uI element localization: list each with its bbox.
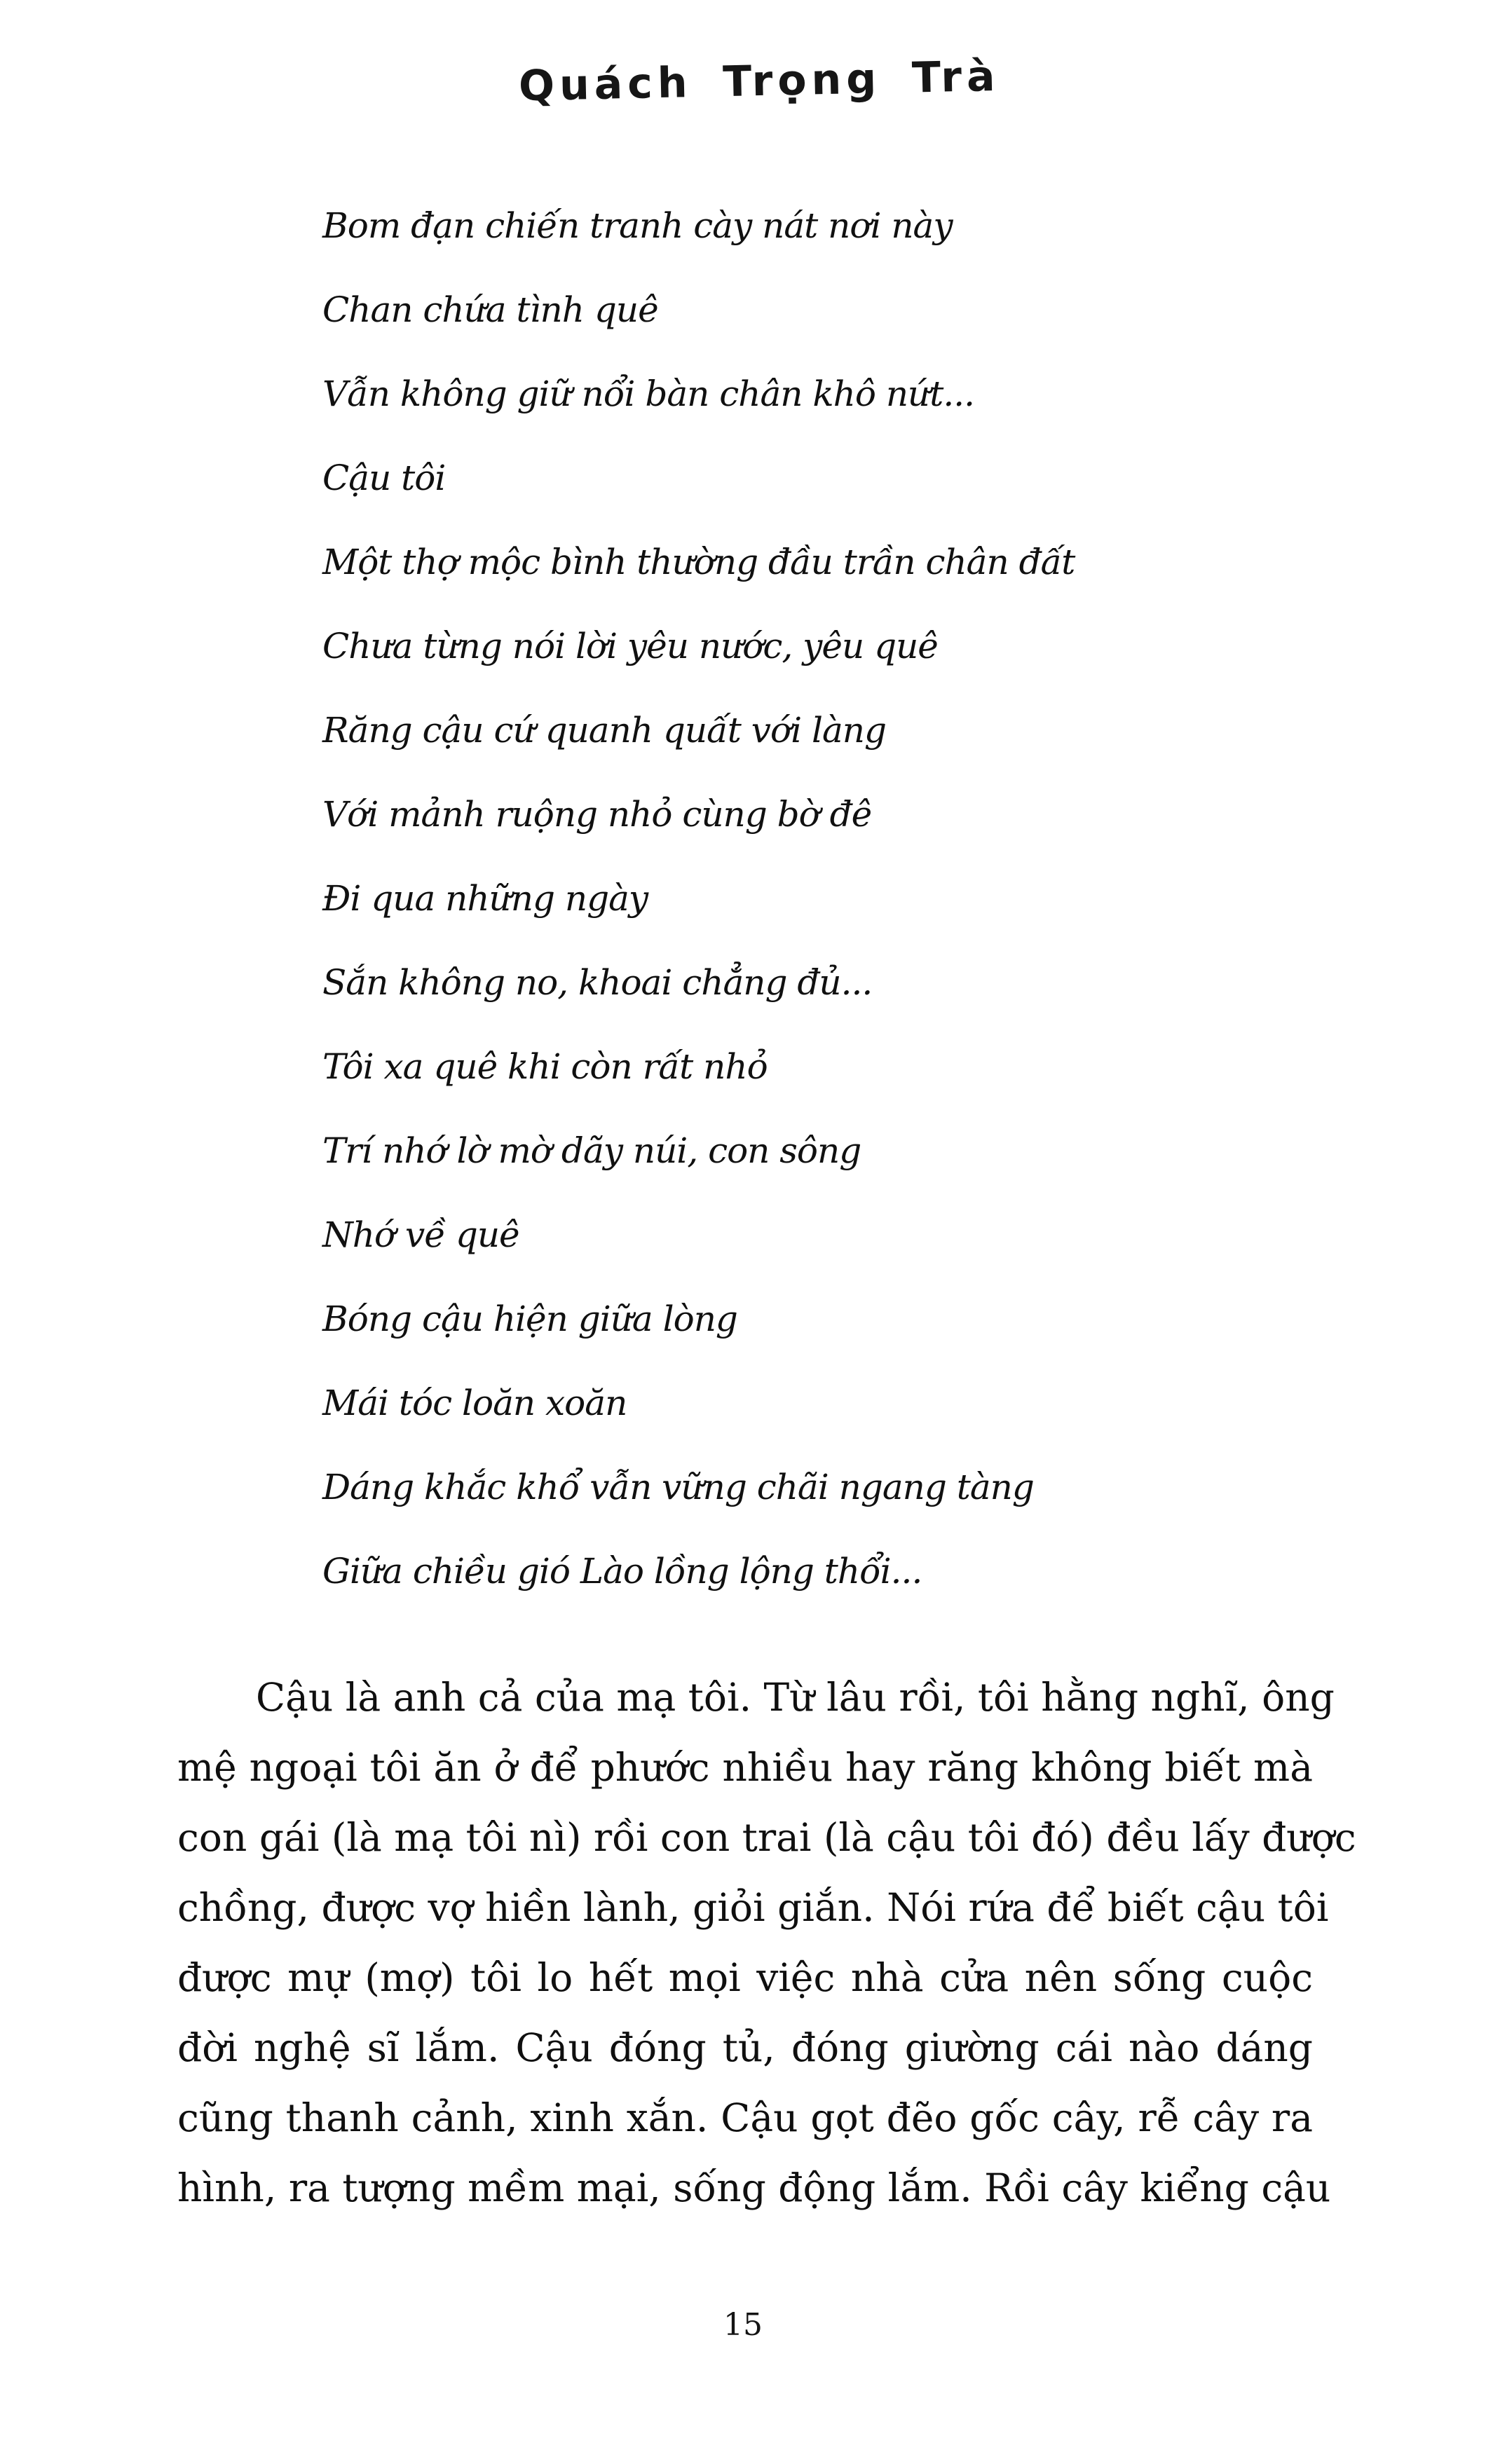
prose-line: chồng, được vợ hiền lành, giỏi giắn. Nói rứa để biết cậu tôi [177,1885,1329,1930]
poem-line: Chan chứa tình quê [322,289,658,330]
prose-line: Cậu là anh cả của mạ tôi. Từ lâu rồi, tôi hằng nghĩ, ông [256,1675,1335,1720]
prose-line: mệ ngoại tôi ăn ở để phước nhiều hay răng không biết mà [177,1745,1313,1790]
poem-line: Trí nhớ lờ mờ dãy núi, con sông [322,1130,861,1171]
author-header: Quách Trọng Trà [518,51,1001,111]
poem-line: Dáng khắc khổ vẫn vững chãi ngang tàng [322,1467,1034,1507]
poem-line: Chưa từng nói lời yêu nước, yêu quê [322,626,938,666]
poem-block [322,184,1234,1613]
poem-line: Với mảnh ruộng nhỏ cùng bờ đê [322,794,872,835]
poem-line: Một thợ mộc bình thường đầu trần chân đất [322,542,1075,582]
poem-line: Cậu tôi [322,458,446,498]
poem-line: Răng cậu cứ quanh quất với làng [322,710,886,751]
poem-line: Bóng cậu hiện giữa lòng [322,1299,737,1339]
prose-line: hình, ra tượng mềm mại, sống động lắm. Rồi cây kiểng cậu [177,2165,1331,2210]
prose-line: đời nghệ sĩ lắm. Cậu đóng tủ, đóng giường cái nào dáng [177,2025,1313,2070]
poem-line: Mái tóc loăn xoăn [322,1383,627,1423]
poem-line: Giữa chiều gió Lào lồng lộng thổi... [322,1551,922,1592]
poem-line: Bom đạn chiến tranh cày nát nơi này [322,205,953,246]
prose-line: cũng thanh cảnh, xinh xắn. Cậu gọt đẽo gốc cây, rễ cây ra [177,2095,1313,2140]
page-number: 15 [723,2307,763,2343]
poem-line: Vẫn không giữ nổi bàn chân khô nứt... [322,374,975,414]
poem-line: Đi qua những ngày [322,878,648,919]
prose-paragraph [177,1662,1356,2223]
prose-line: được mự (mợ) tôi lo hết mọi việc nhà cửa nên sống cuộc [177,1955,1313,2000]
poem-line: Nhớ về quê [322,1214,519,1255]
poem-line: Tôi xa quê khi còn rất nhỏ [322,1046,768,1087]
prose-line: con gái (là mạ tôi nì) rồi con trai (là cậu tôi đó) đều lấy được [177,1815,1356,1860]
poem-line: Sắn không no, khoai chẳng đủ... [322,962,873,1003]
